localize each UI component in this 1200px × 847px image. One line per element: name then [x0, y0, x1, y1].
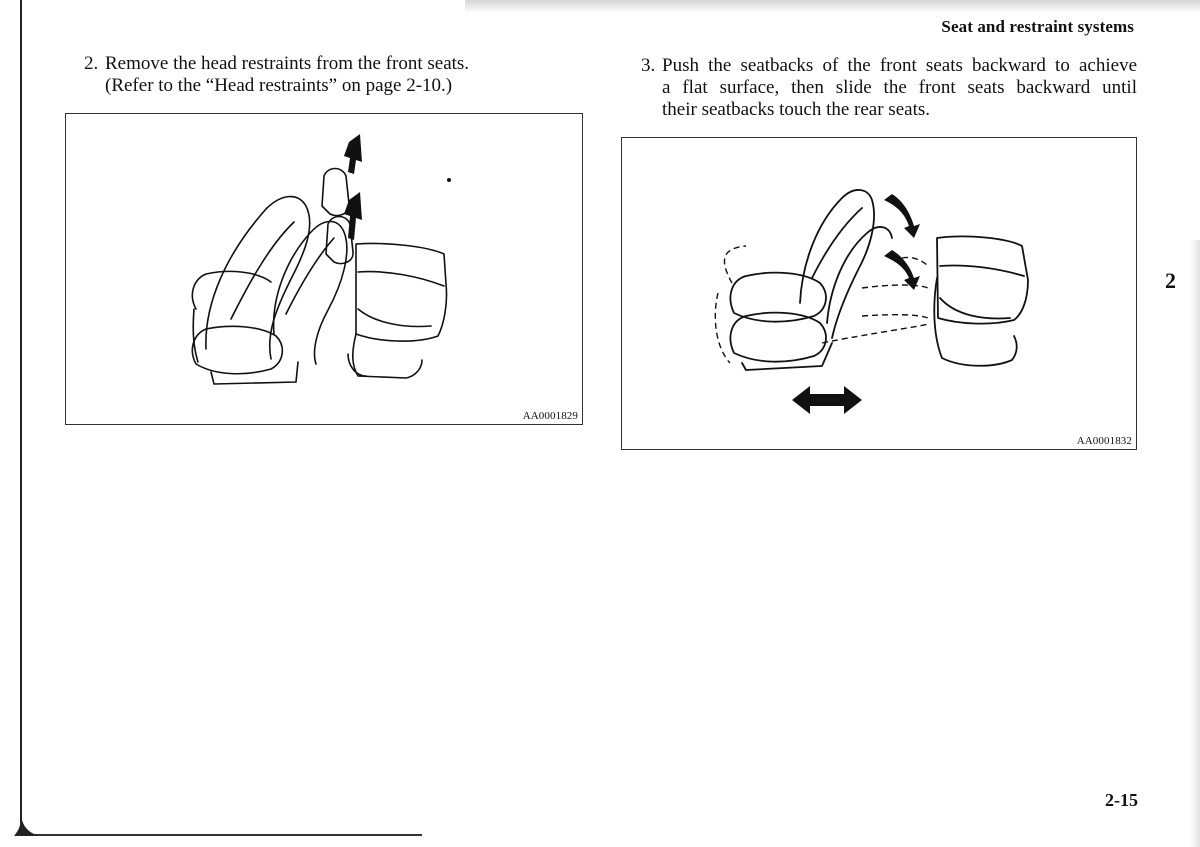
seat-illustration	[66, 114, 582, 424]
figure-code: AA0001832	[1076, 435, 1132, 447]
step-text: their seatbacks touch the rear seats.	[662, 99, 930, 120]
step-number: 2.	[84, 53, 99, 74]
figure-code: AA0001829	[522, 410, 578, 422]
step-3-line-2	[641, 77, 1137, 99]
bottom-rule	[22, 834, 422, 836]
figure-seatback-recline	[621, 137, 1137, 450]
step-3-line-3	[641, 99, 1137, 121]
section-title: Seat and restraint systems	[941, 17, 1134, 36]
step-2-line-1	[84, 53, 524, 75]
seat-illustration	[622, 138, 1136, 449]
step-text: a flat surface, then slide the front seats backward until	[662, 77, 1137, 98]
figure-head-restraint-removal	[65, 113, 583, 425]
step-2-line-2	[84, 75, 524, 97]
binding-rule	[20, 0, 22, 832]
page-edge-shadow	[1190, 240, 1200, 847]
step-text: Remove the head restraints from the front seats.	[105, 53, 470, 74]
step-2	[84, 53, 524, 97]
step-number: 3.	[641, 55, 656, 76]
step-text: (Refer to the “Head restraints” on page 2-10.)	[105, 75, 453, 96]
step-text: Push the seatbacks of the front seats backward to achieve	[662, 55, 1137, 76]
binding-corner-mark	[12, 818, 42, 838]
page-number: 2-15	[1105, 790, 1138, 810]
step-3-line-1	[641, 55, 1137, 77]
scan-shadow-top	[465, 0, 1200, 12]
chapter-tab: 2	[1165, 268, 1176, 293]
step-3	[641, 55, 1137, 121]
